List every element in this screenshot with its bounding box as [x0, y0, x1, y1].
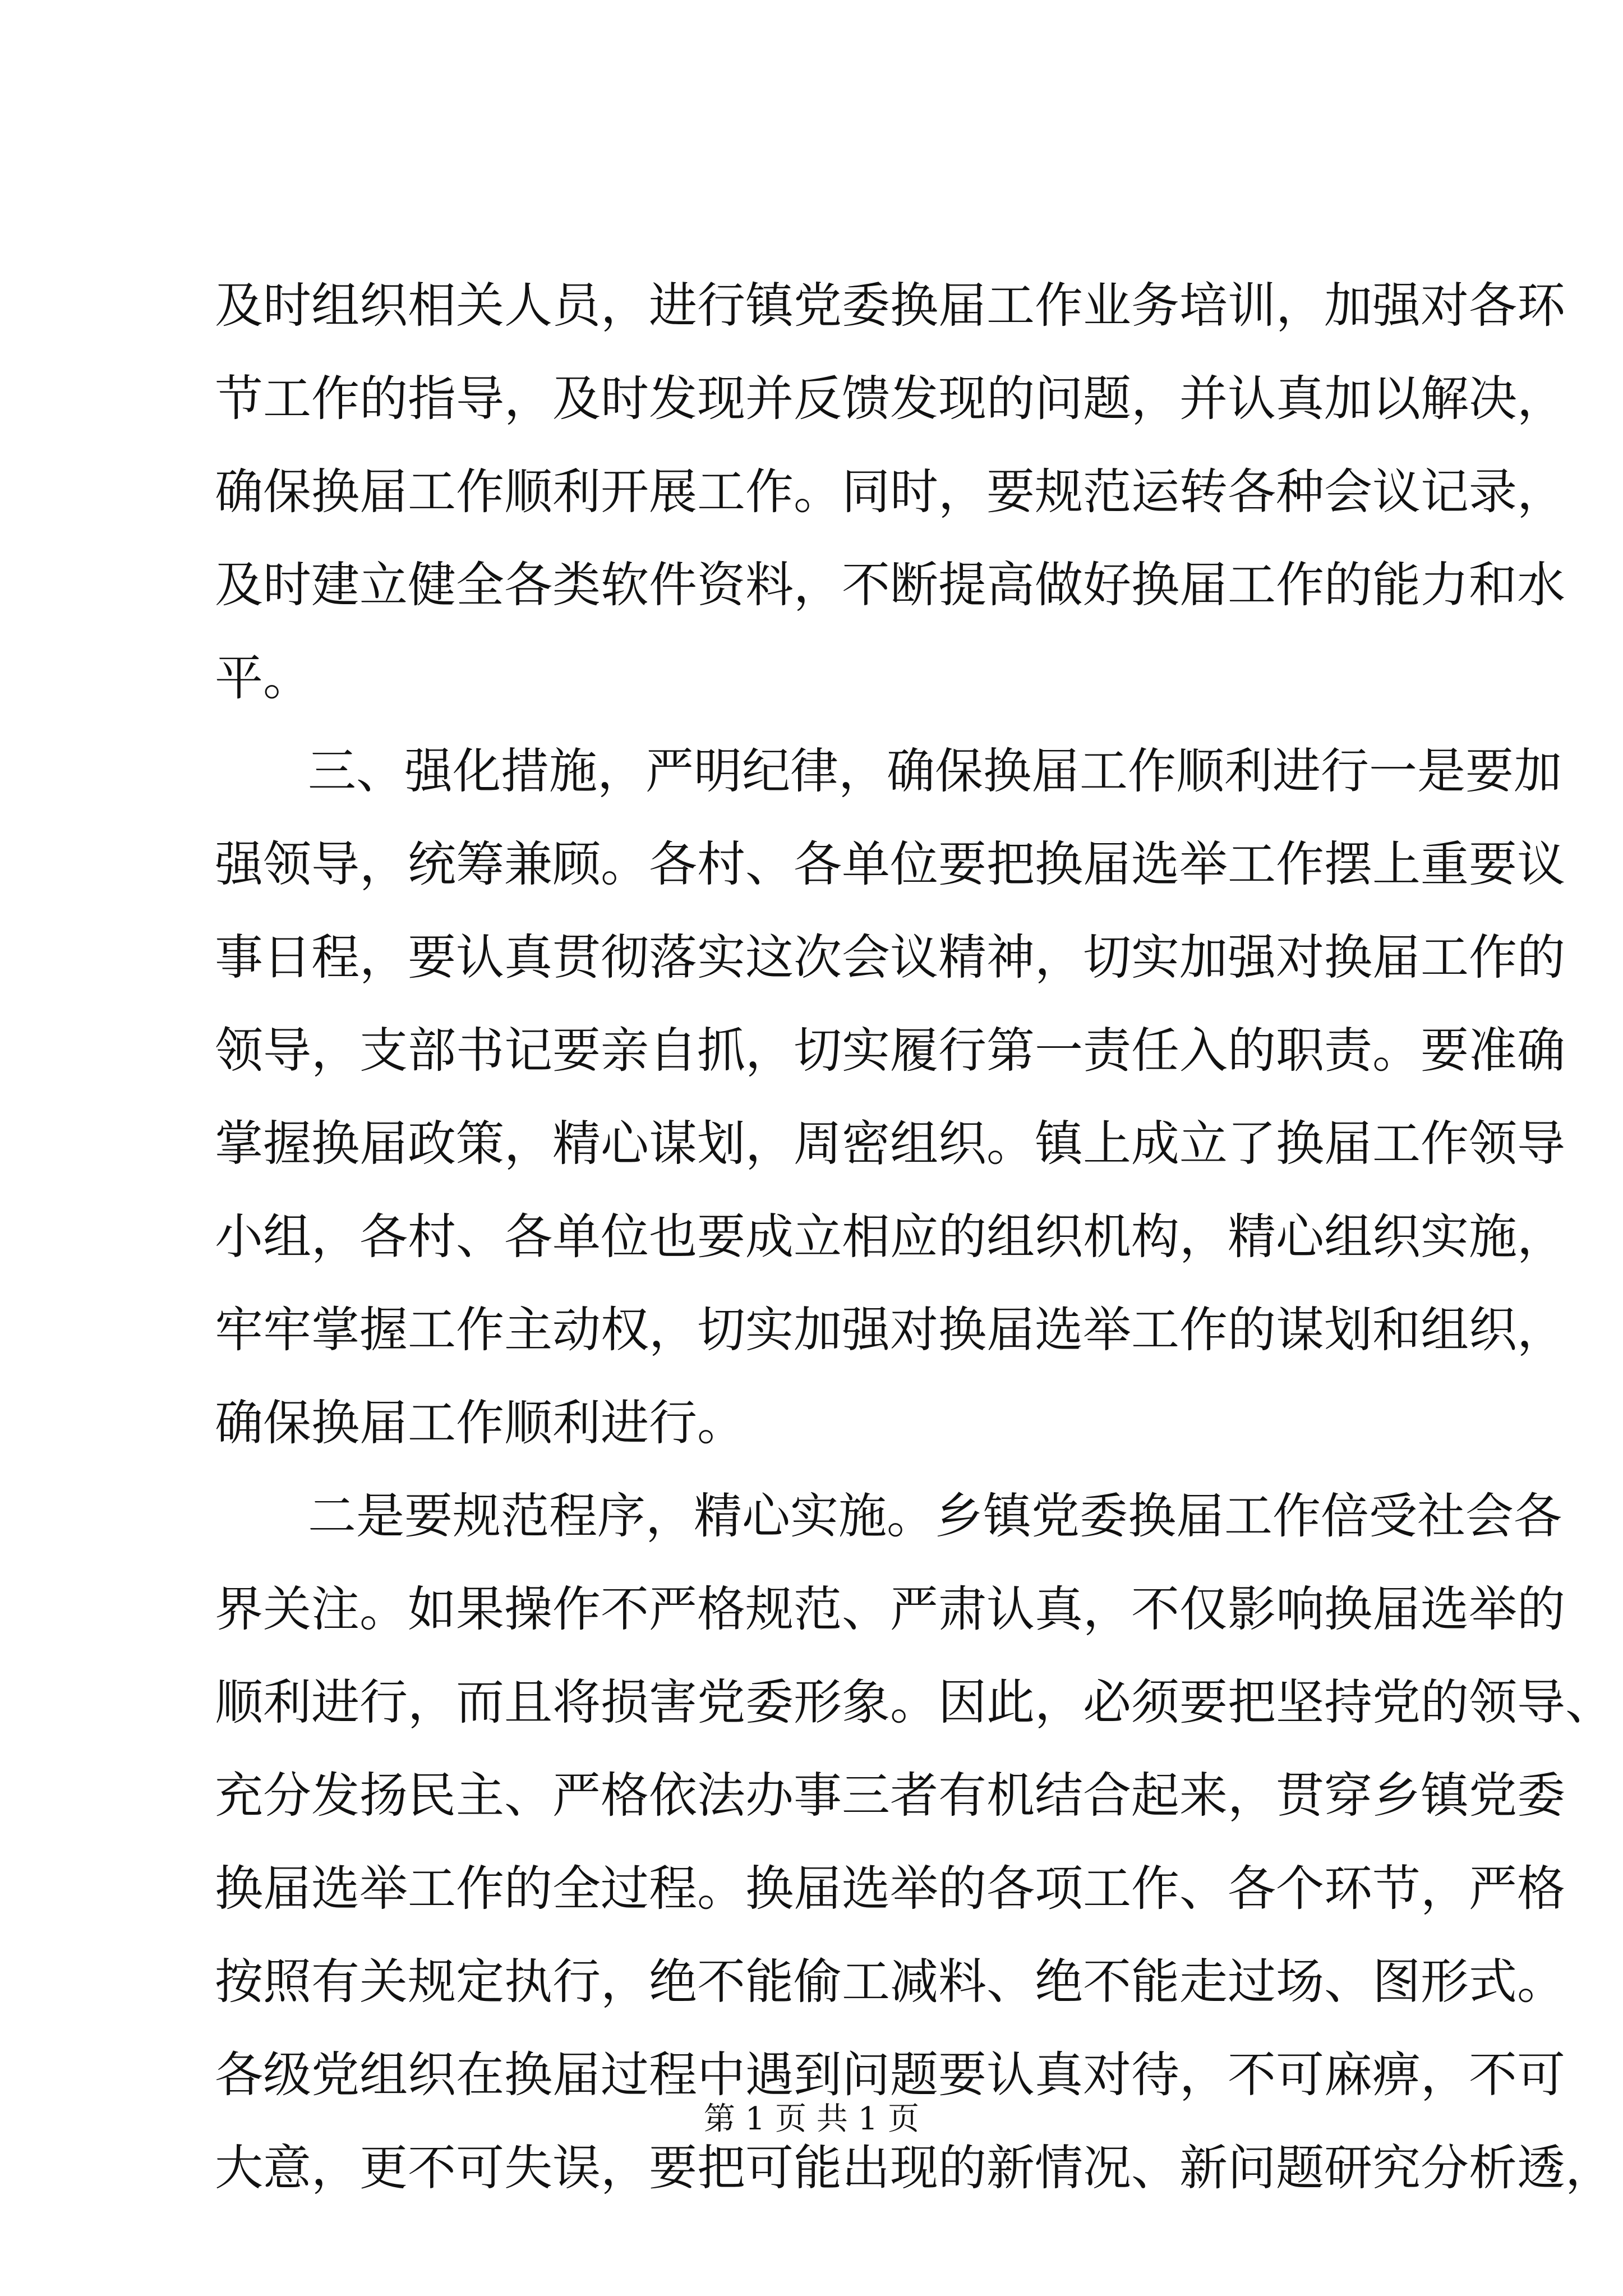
text-line: 掌握换届政策，精心谋划，周密组织。镇上成立了换届工作领导 [215, 1116, 1565, 1172]
text-line: 换届选举工作的全过程。换届选举的各项工作、各个环节，严格 [215, 1861, 1565, 1917]
page-footer [0, 2097, 1623, 2142]
text-line: 顺利进行，而且将损害党委形象。因此，必须要把坚持党的领导、 [215, 1674, 1613, 1731]
text-line: 界关注。如果操作不严格规范、严肃认真，不仅影响换届选举的 [215, 1581, 1565, 1637]
text-line: 充分发扬民主、严格依法办事三者有机结合起来，贯穿乡镇党委 [215, 1768, 1565, 1824]
text-line: 平。 [215, 650, 311, 706]
body-text [215, 259, 1613, 2215]
paragraph-start-line: 二是要规范程序，精心实施。乡镇党委换届工作倍受社会各 [308, 1488, 1562, 1544]
text-line: 节工作的指导，及时发现并反馈发现的问题，并认真加以解决， [215, 371, 1565, 427]
text-line: 大意，更不可失误，要把可能出现的新情况、新问题研究分析透， [215, 2140, 1613, 2196]
text-line: 及时建立健全各类软件资料，不断提高做好换届工作的能力和水 [215, 557, 1565, 613]
text-line: 确保换届工作顺利开展工作。同时，要规范运转各种会议记录， [215, 464, 1565, 520]
text-line: 事日程，要认真贯彻落实这次会议精神，切实加强对换届工作的 [215, 930, 1565, 986]
text-line: 及时组织相关人员，进行镇党委换届工作业务培训，加强对各环 [215, 278, 1565, 334]
section-heading-line: 三、强化措施，严明纪律，确保换届工作顺利进行一是要加 [308, 743, 1562, 799]
text-line: 各级党组织在换届过程中遇到问题要认真对待，不可麻痹，不可 [215, 2047, 1565, 2103]
text-line: 强领导，统筹兼顾。各村、各单位要把换届选举工作摆上重要议 [215, 836, 1565, 892]
text-line: 牢牢掌握工作主动权，切实加强对换届选举工作的谋划和组织， [215, 1302, 1565, 1358]
text-line: 小组，各村、各单位也要成立相应的组织机构，精心组织实施， [215, 1209, 1565, 1265]
text-line: 领导，支部书记要亲自抓，切实履行第一责任入的职责。要准确 [215, 1023, 1565, 1079]
text-line: 确保换届工作顺利进行。 [215, 1395, 745, 1451]
page-number-label: 第 1 页 共 1 页 [703, 2101, 920, 2137]
text-line: 按照有关规定执行，绝不能偷工减料、绝不能走过场、图形式。 [215, 1954, 1565, 2010]
